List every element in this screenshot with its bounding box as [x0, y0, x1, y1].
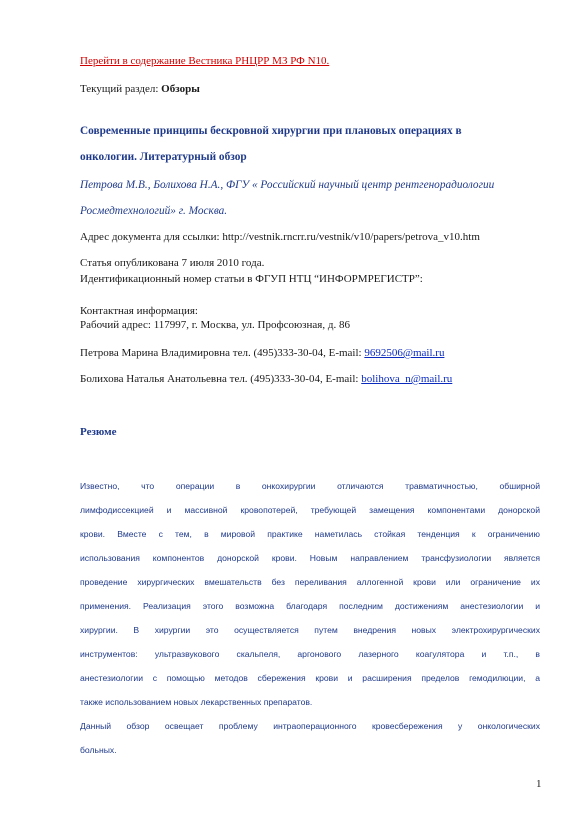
resume-line: проведение хирургических вмешательств без переливания аллогенной крови или ограничение их — [80, 577, 540, 587]
toc-link[interactable]: Перейти в содержание Вестника РНЦРР МЗ РФ N10. — [80, 55, 330, 67]
resume-line: Известно, что операции в онкохирургии отличаются травматичностью, обширной — [80, 481, 540, 491]
contact-label: Контактная информация: — [80, 305, 198, 317]
resume-line: также использованием новых лекарственных препаратов. — [80, 697, 313, 707]
published-date: Статья опубликована 7 июля 2010 года. — [80, 257, 265, 269]
contact-petrova: Петрова Марина Владимировна тел. (495)333-30-04, E-mail: 9692506@mail.ru — [80, 347, 445, 359]
resume-paragraph-1 — [80, 474, 540, 714]
resume-line: Данный обзор освещает проблему интраоперационного кровесбережения у онкологических — [80, 721, 540, 731]
article-title-line-1: Современные принципы бескровной хирургии при плановых операциях в — [80, 125, 462, 137]
email-link-bolihova[interactable]: bolihova_n@mail.ru — [361, 373, 453, 385]
resume-heading: Резюме — [80, 426, 117, 438]
resume-paragraph-2 — [80, 714, 540, 762]
work-address: Рабочий адрес: 117997, г. Москва, ул. Профсоюзная, д. 86 — [80, 319, 350, 331]
document-address: Адрес документа для ссылки: http://vestnik.rncrr.ru/vestnik/v10/papers/petrova_v10.htm — [80, 231, 480, 243]
resume-line: анестезиологии с помощью методов сбережения крови и расширения пределов гемодилюции, а — [80, 673, 540, 683]
resume-line: лимфодиссекцией и массивной кровопотерей, требующей замещения компонентами донорской — [80, 505, 540, 515]
email-link-petrova[interactable]: 9692506@mail.ru — [364, 347, 445, 359]
resume-line: хирургии. В хирургии это осуществляется путем внедрения новых электрохирургических — [80, 625, 540, 635]
resume-line: использования компонентов донорской крови. Новым направлением трансфузиологии является — [80, 553, 540, 563]
authors-line-1: Петрова М.В., Болихова Н.А., ФГУ « Российский научный центр рентгенорадиологии — [80, 179, 495, 191]
article-title-line-2: онкологии. Литературный обзор — [80, 151, 247, 163]
resume-line: инструментов: ультразвукового скальпеля, аргонового лазерного коагулятора и т.п., в — [80, 649, 540, 659]
resume-line: применения. Реализация этого возможна благодаря последним достижениям анестезиологии и — [80, 601, 540, 611]
id-number: Идентификационный номер статьи в ФГУП НТЦ “ИНФОРМРЕГИСТР”: — [80, 273, 423, 285]
resume-line: крови. Вместе с тем, в мировой практике наметилась стойкая тенденция к ограничению — [80, 529, 540, 539]
contact-bolihova: Болихова Наталья Анатольевна тел. (495)333-30-04, E-mail: bolihova_n@mail.ru — [80, 373, 453, 385]
authors-line-2: Росмедтехнологий» г. Москва. — [80, 205, 228, 217]
page-number: 1 — [536, 778, 542, 790]
resume-line: больных. — [80, 745, 117, 755]
current-section: Текущий раздел: Обзоры — [80, 83, 200, 95]
